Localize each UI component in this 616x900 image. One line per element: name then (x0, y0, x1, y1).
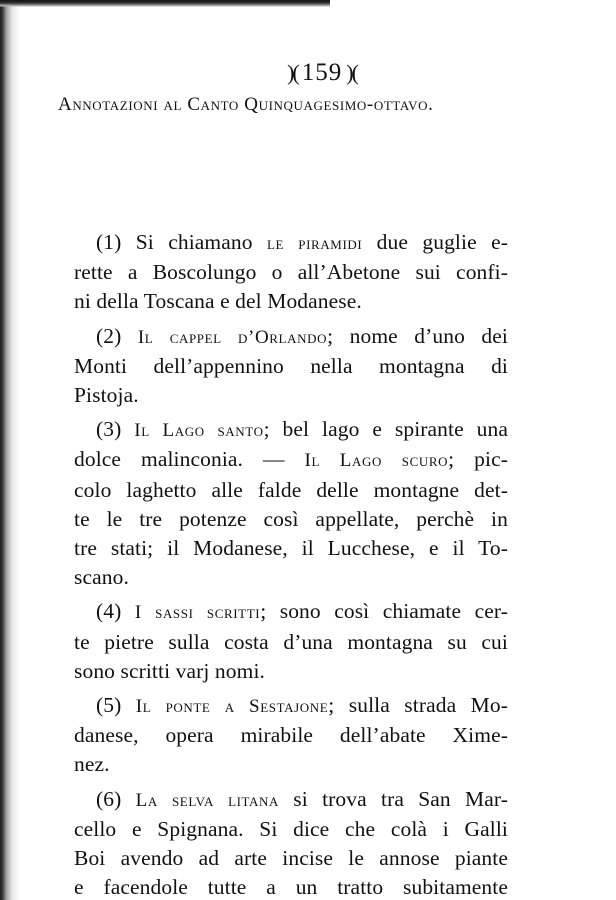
note-4-line-2: te pietre sulla costa d’una montagna su cui (74, 629, 508, 654)
note-2-line-1: (2) Il cappel d’Orlando; nome d’uno dei (96, 323, 508, 348)
note-5-line-2: danese, opera mirabile dell’abate Xime- (74, 723, 508, 748)
note-3-line-3: colo laghetto alle falde delle montagne det- (74, 477, 508, 502)
note-5-line-3: nez. (74, 752, 110, 777)
note-6-line-1: (6) La selva litana si trova tra San Mar- (96, 786, 508, 811)
annotation-note-6 (74, 785, 508, 900)
note-3-line-1: (3) Il Lago santo; bel lago e spirante una (96, 417, 508, 442)
annotation-note-1 (74, 228, 508, 317)
annotations-body (74, 228, 508, 900)
note-3-line-6: scano. (74, 565, 129, 590)
note-1-line-2: rette a Boscolungo o all’Abetone sui confi- (74, 260, 508, 285)
annotation-note-5 (74, 691, 508, 780)
annotation-note-4 (74, 597, 508, 686)
section-title: Annotazioni al Canto Quinquagesimo-ottavo. (58, 94, 434, 115)
note-2-term: Il cappel d’Orlando (137, 326, 328, 348)
page-number (28, 58, 616, 88)
book-spine-shadow (0, 0, 20, 900)
note-4-line-1: (4) I sassi scritti; sono così chiamate cer- (96, 599, 508, 624)
top-edge-rule (0, 0, 330, 7)
note-6-line-4: e facendole tutte a un tratto subitamente (74, 875, 508, 900)
left-ornament: )( (287, 60, 298, 85)
note-2-line-3: Pistoja. (74, 383, 139, 408)
note-3-term-1: Il Lago santo (134, 420, 264, 442)
note-3-term-2: Il Lago scuro (304, 450, 449, 472)
note-1-term: le piramidi (266, 233, 363, 254)
note-1-line-3: ni della Toscana e del Modanese. (74, 289, 362, 314)
note-3-line-5: tre stati; il Modanese, il Lucchese, e il To- (74, 536, 508, 561)
note-3-line-2: dolce malinconia. — Il Lago scuro; pic- (74, 447, 509, 472)
annotation-note-2 (74, 322, 508, 411)
page-number-value: 159 (301, 59, 343, 86)
annotation-note-3 (74, 415, 508, 592)
note-2-line-2: Monti dell’appennino nella montagna di (74, 353, 508, 378)
note-3-line-4: te le tre potenze così appellate, perchè in (74, 506, 508, 531)
note-4-line-3: sono scritti varj nomi. (74, 658, 266, 683)
note-6-line-2: cello e Spignana. Si dice che colà i Galli (74, 816, 508, 841)
note-5-term: Il ponte a Sestajone (135, 696, 329, 718)
note-4-term: I sassi scritti (134, 602, 261, 624)
note-6-term: La selva litana (135, 789, 280, 811)
note-5-line-1: (5) Il ponte a Sestajone; sulla strada Mo- (96, 693, 508, 718)
note-6-line-3: Boi avendo ad arte incise le annose piante (74, 846, 508, 871)
right-ornament: )( (346, 60, 357, 85)
page-header (0, 58, 616, 88)
note-1-line-1: (1) Si chiamano le piramidi due guglie e- (96, 230, 508, 254)
